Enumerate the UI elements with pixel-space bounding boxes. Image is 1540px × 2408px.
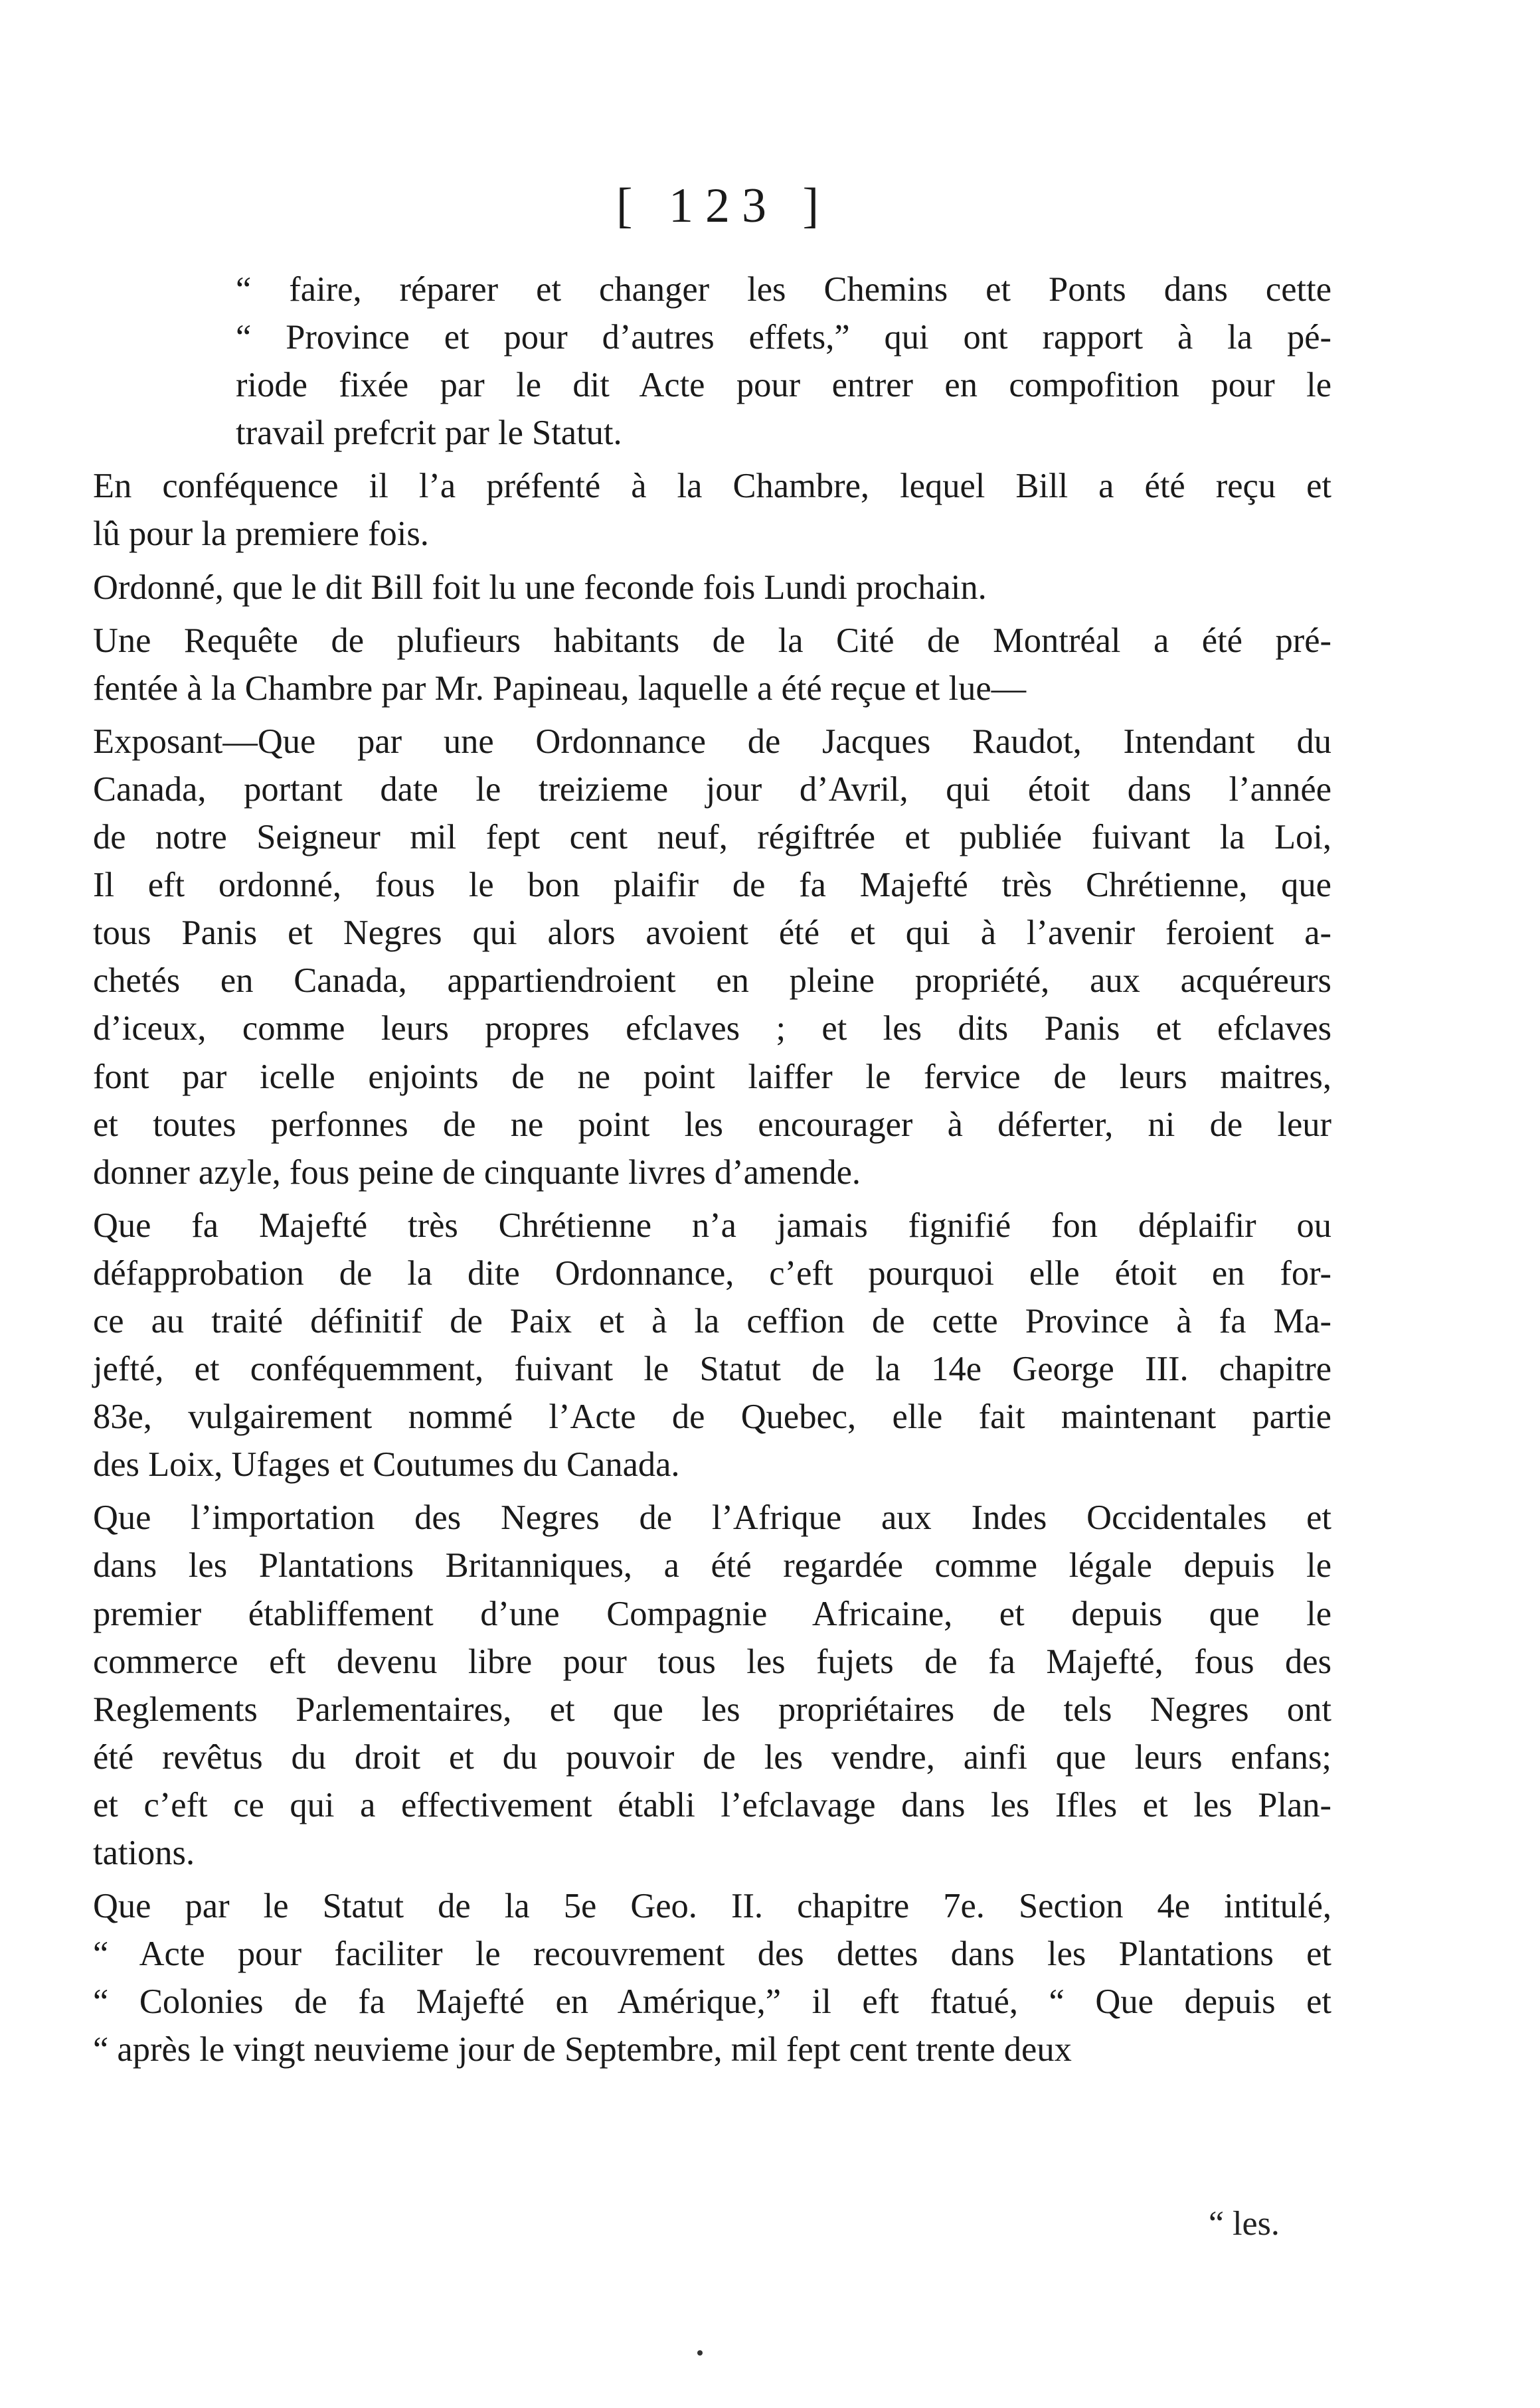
body-text — [93, 266, 1331, 2079]
text-line: “ Province et pour d’autres effets,” qui ont rapport à la pé- — [236, 318, 1331, 357]
text-line: Que fa Majefté très Chrétienne n’a jamais fignifié fon déplaifir ou — [93, 1206, 1331, 1245]
text-line: et c’eft ce qui a effectivement établi l’efclavage dans les Ifles et les Plan- — [93, 1785, 1331, 1824]
text-line: et toutes perfonnes de ne point les encourager à déferter, ni de leur — [93, 1105, 1331, 1144]
text-line: dans les Plantations Britanniques, a été regardée comme légale depuis le — [93, 1546, 1331, 1585]
text-line: Canada, portant date le treizieme jour d’Avril, qui étoit dans l’année — [93, 769, 1331, 809]
catchword: “ les. — [1209, 2205, 1280, 2243]
text-line: tations. — [93, 1834, 195, 1872]
paragraph — [93, 564, 1331, 611]
text-line: d’iceux, comme leurs propres efclaves ; et les dits Panis et efclaves — [93, 1009, 1331, 1048]
text-line: Reglements Parlementaires, et que les propriétaires de tels Negres ont — [93, 1690, 1331, 1729]
text-line: Que l’importation des Negres de l’Afrique aux Indes Occidentales et — [93, 1498, 1331, 1538]
text-line: riode fixée par le dit Acte pour entrer en compofition pour le — [236, 366, 1331, 405]
paragraph — [93, 1882, 1331, 2073]
ink-speck — [697, 2350, 703, 2356]
paragraph — [93, 266, 1331, 457]
text-line: donner azyle, fous peine de cinquante livres d’amende. — [93, 1153, 861, 1192]
text-line: Ordonné, que le dit Bill foit lu une feconde fois Lundi prochain. — [93, 568, 987, 607]
text-line: de notre Seigneur mil fept cent neuf, régiftrée et publiée fuivant la Loi, — [93, 818, 1331, 857]
text-line: Exposant—Que par une Ordonnance de Jacques Raudot, Intendant du — [93, 722, 1331, 761]
text-line: font par icelle enjoints de ne point laiffer le fervice de leurs maitres, — [93, 1057, 1331, 1096]
text-line: Il eft ordonné, fous le bon plaifir de fa Majefté très Chrétienne, que — [93, 866, 1331, 905]
text-line: fentée à la Chambre par Mr. Papineau, laquelle a été reçue et lue— — [93, 669, 1027, 708]
text-line: commerce eft devenu libre pour tous les fujets de fa Majefté, fous des — [93, 1642, 1331, 1681]
paragraph — [93, 1494, 1331, 1877]
text-line: tous Panis et Negres qui alors avoient été et qui à l’avenir feroient a- — [93, 914, 1331, 953]
text-line: “ après le vingt neuvieme jour de Septembre, mil fept cent trente deux — [93, 2030, 1072, 2069]
text-line: 83e, vulgairement nommé l’Acte de Quebec, elle fait maintenant partie — [93, 1398, 1331, 1437]
text-line: Une Requête de plufieurs habitants de la Cité de Montréal a été pré- — [93, 621, 1331, 660]
text-line: “ Acte pour faciliter le recouvrement des dettes dans les Plantations et — [93, 1935, 1331, 1974]
paragraph — [93, 1202, 1331, 1489]
text-line: défapprobation de la dite Ordonnance, c’eft pourquoi elle étoit en for- — [93, 1253, 1331, 1293]
text-line: “ faire, réparer et changer les Chemins et Ponts dans cette — [236, 270, 1331, 309]
text-line: jefté, et conféquemment, fuivant le Statut de la 14e George III. chapitre — [93, 1350, 1331, 1389]
text-line: ce au traité définitif de Paix et à la ceffion de cette Province à fa Ma- — [93, 1301, 1331, 1340]
text-line: “ Colonies de fa Majefté en Amérique,” il eft ftatué, “ Que depuis et — [93, 1982, 1331, 2022]
paragraph — [93, 617, 1331, 712]
page-number: [ 123 ] — [616, 179, 831, 233]
text-line: lû pour la premiere fois. — [93, 515, 429, 554]
text-line: premier établiffement d’une Compagnie Africaine, et depuis que le — [93, 1594, 1331, 1633]
text-line: Que par le Statut de la 5e Geo. II. chapitre 7e. Section 4e intitulé, — [93, 1887, 1331, 1926]
paragraph — [93, 462, 1331, 558]
text-line: travail prefcrit par le Statut. — [236, 414, 622, 453]
text-line: été revêtus du droit et du pouvoir de les vendre, ainfi que leurs enfans; — [93, 1737, 1331, 1777]
text-line: chetés en Canada, appartiendroient en pleine propriété, aux acquéreurs — [93, 961, 1331, 1001]
paragraph — [93, 718, 1331, 1196]
text-line: En conféquence il l’a préfenté à la Chambre, lequel Bill a été reçu et — [93, 467, 1331, 506]
text-line: des Loix, Ufages et Coutumes du Canada. — [93, 1445, 680, 1485]
